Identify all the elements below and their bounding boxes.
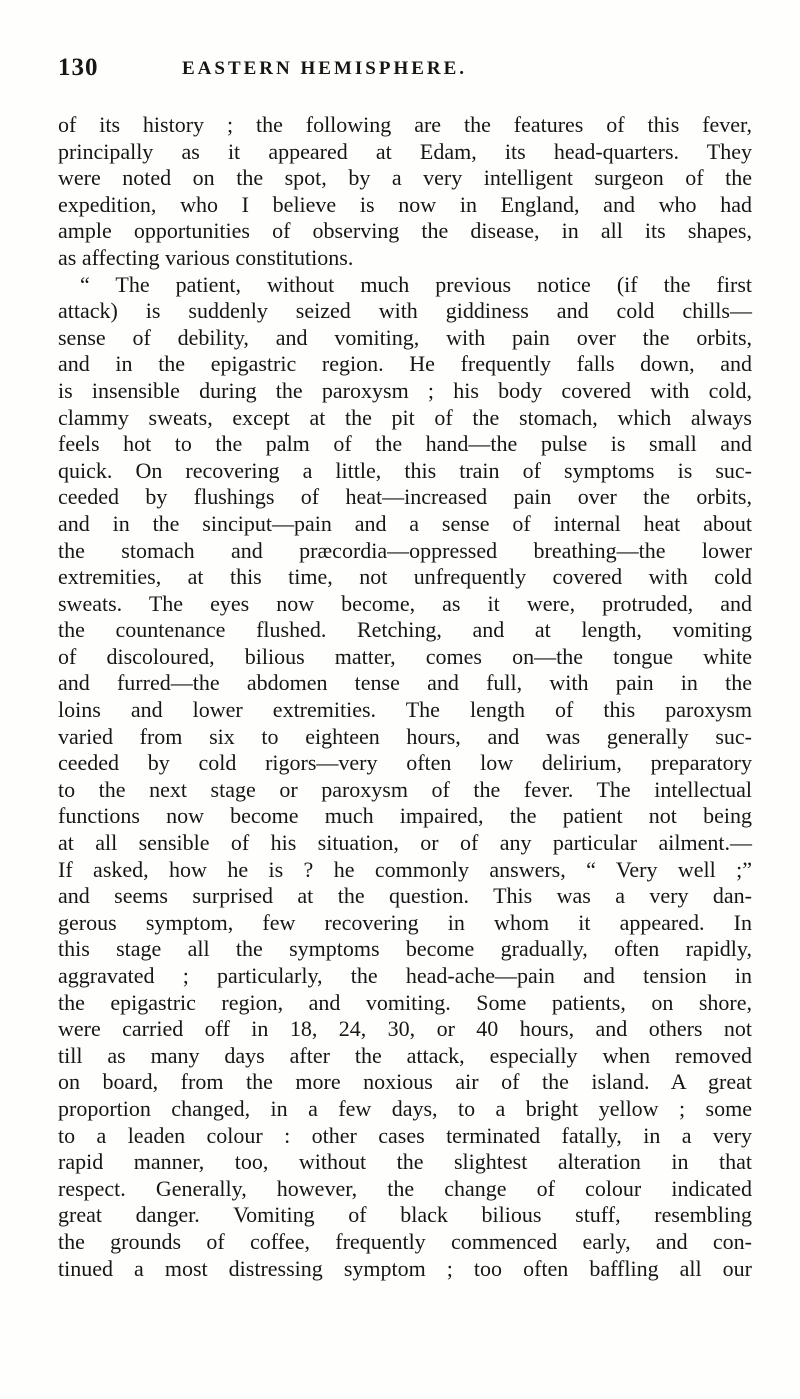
text-line: respect. Generally, however, the change of colour indicated: [58, 1175, 752, 1201]
running-title: EASTERN HEMISPHERE.: [182, 58, 468, 79]
text-line: extremities, at this time, not unfrequently covered with cold: [58, 564, 752, 590]
text-line: and seems surprised at the question. This was a very dan-: [58, 883, 752, 909]
text-line: of discoloured, bilious matter, comes on—the tongue white: [58, 643, 752, 669]
text-line: attack) is suddenly seized with giddiness and cold chills—: [58, 298, 752, 324]
text-line: of its history ; the following are the features of this fever,: [58, 112, 752, 137]
text-line: rapid manner, too, without the slightest alteration in that: [58, 1149, 752, 1175]
text-line: is insensible during the paroxysm ; his body covered with cold,: [58, 377, 752, 403]
text-line: proportion changed, in a few days, to a bright yellow ; some: [58, 1095, 752, 1121]
text-line: gerous symptom, few recovering in whom it appeared. In: [58, 909, 752, 935]
text-line: and furred—the abdomen tense and full, with pain in the: [58, 670, 752, 696]
text-line: loins and lower extremities. The length of this paroxysm: [58, 697, 752, 723]
text-line: this stage all the symptoms become gradually, often rapidly,: [58, 936, 752, 962]
text-line: to a leaden colour : other cases terminated fatally, in a very: [58, 1122, 752, 1148]
text-line: the countenance flushed. Retching, and at length, vomiting: [58, 617, 752, 643]
body-text: [58, 112, 752, 1282]
text-line: at all sensible of his situation, or of any particular ailment.—: [58, 830, 752, 856]
text-line: clammy sweats, except at the pit of the stomach, which always: [58, 404, 752, 430]
text-line: expedition, who I believe is now in England, and who had: [58, 191, 752, 217]
text-line: varied from six to eighteen hours, and was generally suc-: [58, 723, 752, 749]
page-number: 130: [58, 54, 99, 81]
text-line: and in the sinciput—pain and a sense of internal heat about: [58, 510, 752, 536]
text-line: ceeded by cold rigors—very often low delirium, preparatory: [58, 750, 752, 776]
text-line: feels hot to the palm of the hand—the pulse is small and: [58, 431, 752, 457]
text-line: great danger. Vomiting of black bilious stuff, resembling: [58, 1202, 752, 1228]
text-line: “ The patient, without much previous notice (if the first: [80, 271, 752, 297]
text-line: the grounds of coffee, frequently commenced early, and con-: [58, 1228, 752, 1254]
text-line: ample opportunities of observing the disease, in all its shapes,: [58, 218, 752, 244]
running-head: [58, 54, 748, 94]
text-line: principally as it appeared at Edam, its head-quarters. They: [58, 138, 752, 164]
text-line: tinued a most distressing symptom ; too often baffling all our: [58, 1255, 752, 1281]
text-line: on board, from the more noxious air of the island. A great: [58, 1069, 752, 1095]
text-line: till as many days after the attack, especially when removed: [58, 1042, 752, 1068]
text-line: aggravated ; particularly, the head-ache—pain and tension in: [58, 963, 752, 988]
text-line: sense of debility, and vomiting, with pain over the orbits,: [58, 324, 752, 350]
text-line: sweats. The eyes now become, as it were, protruded, and: [58, 590, 752, 616]
text-line: the epigastric region, and vomiting. Some patients, on shore,: [58, 989, 752, 1015]
text-line: the stomach and præcordia—oppressed breathing—the lower: [58, 537, 752, 563]
text-line: were noted on the spot, by a very intelligent surgeon of the: [58, 165, 752, 191]
text-line: quick. On recovering a little, this train of symptoms is suc-: [58, 457, 752, 483]
text-line: were carried off in 18, 24, 30, or 40 hours, and others not: [58, 1016, 752, 1042]
text-line: ceeded by flushings of heat—increased pain over the orbits,: [58, 484, 752, 510]
text-line: as affecting various constitutions.: [58, 244, 354, 270]
text-line: functions now become much impaired, the patient not being: [58, 803, 752, 829]
text-line: and in the epigastric region. He frequently falls down, and: [58, 351, 752, 377]
text-line: If asked, how he is ? he commonly answers, “ Very well ;”: [58, 856, 752, 882]
text-line: to the next stage or paroxysm of the fever. The intellectual: [58, 776, 752, 802]
